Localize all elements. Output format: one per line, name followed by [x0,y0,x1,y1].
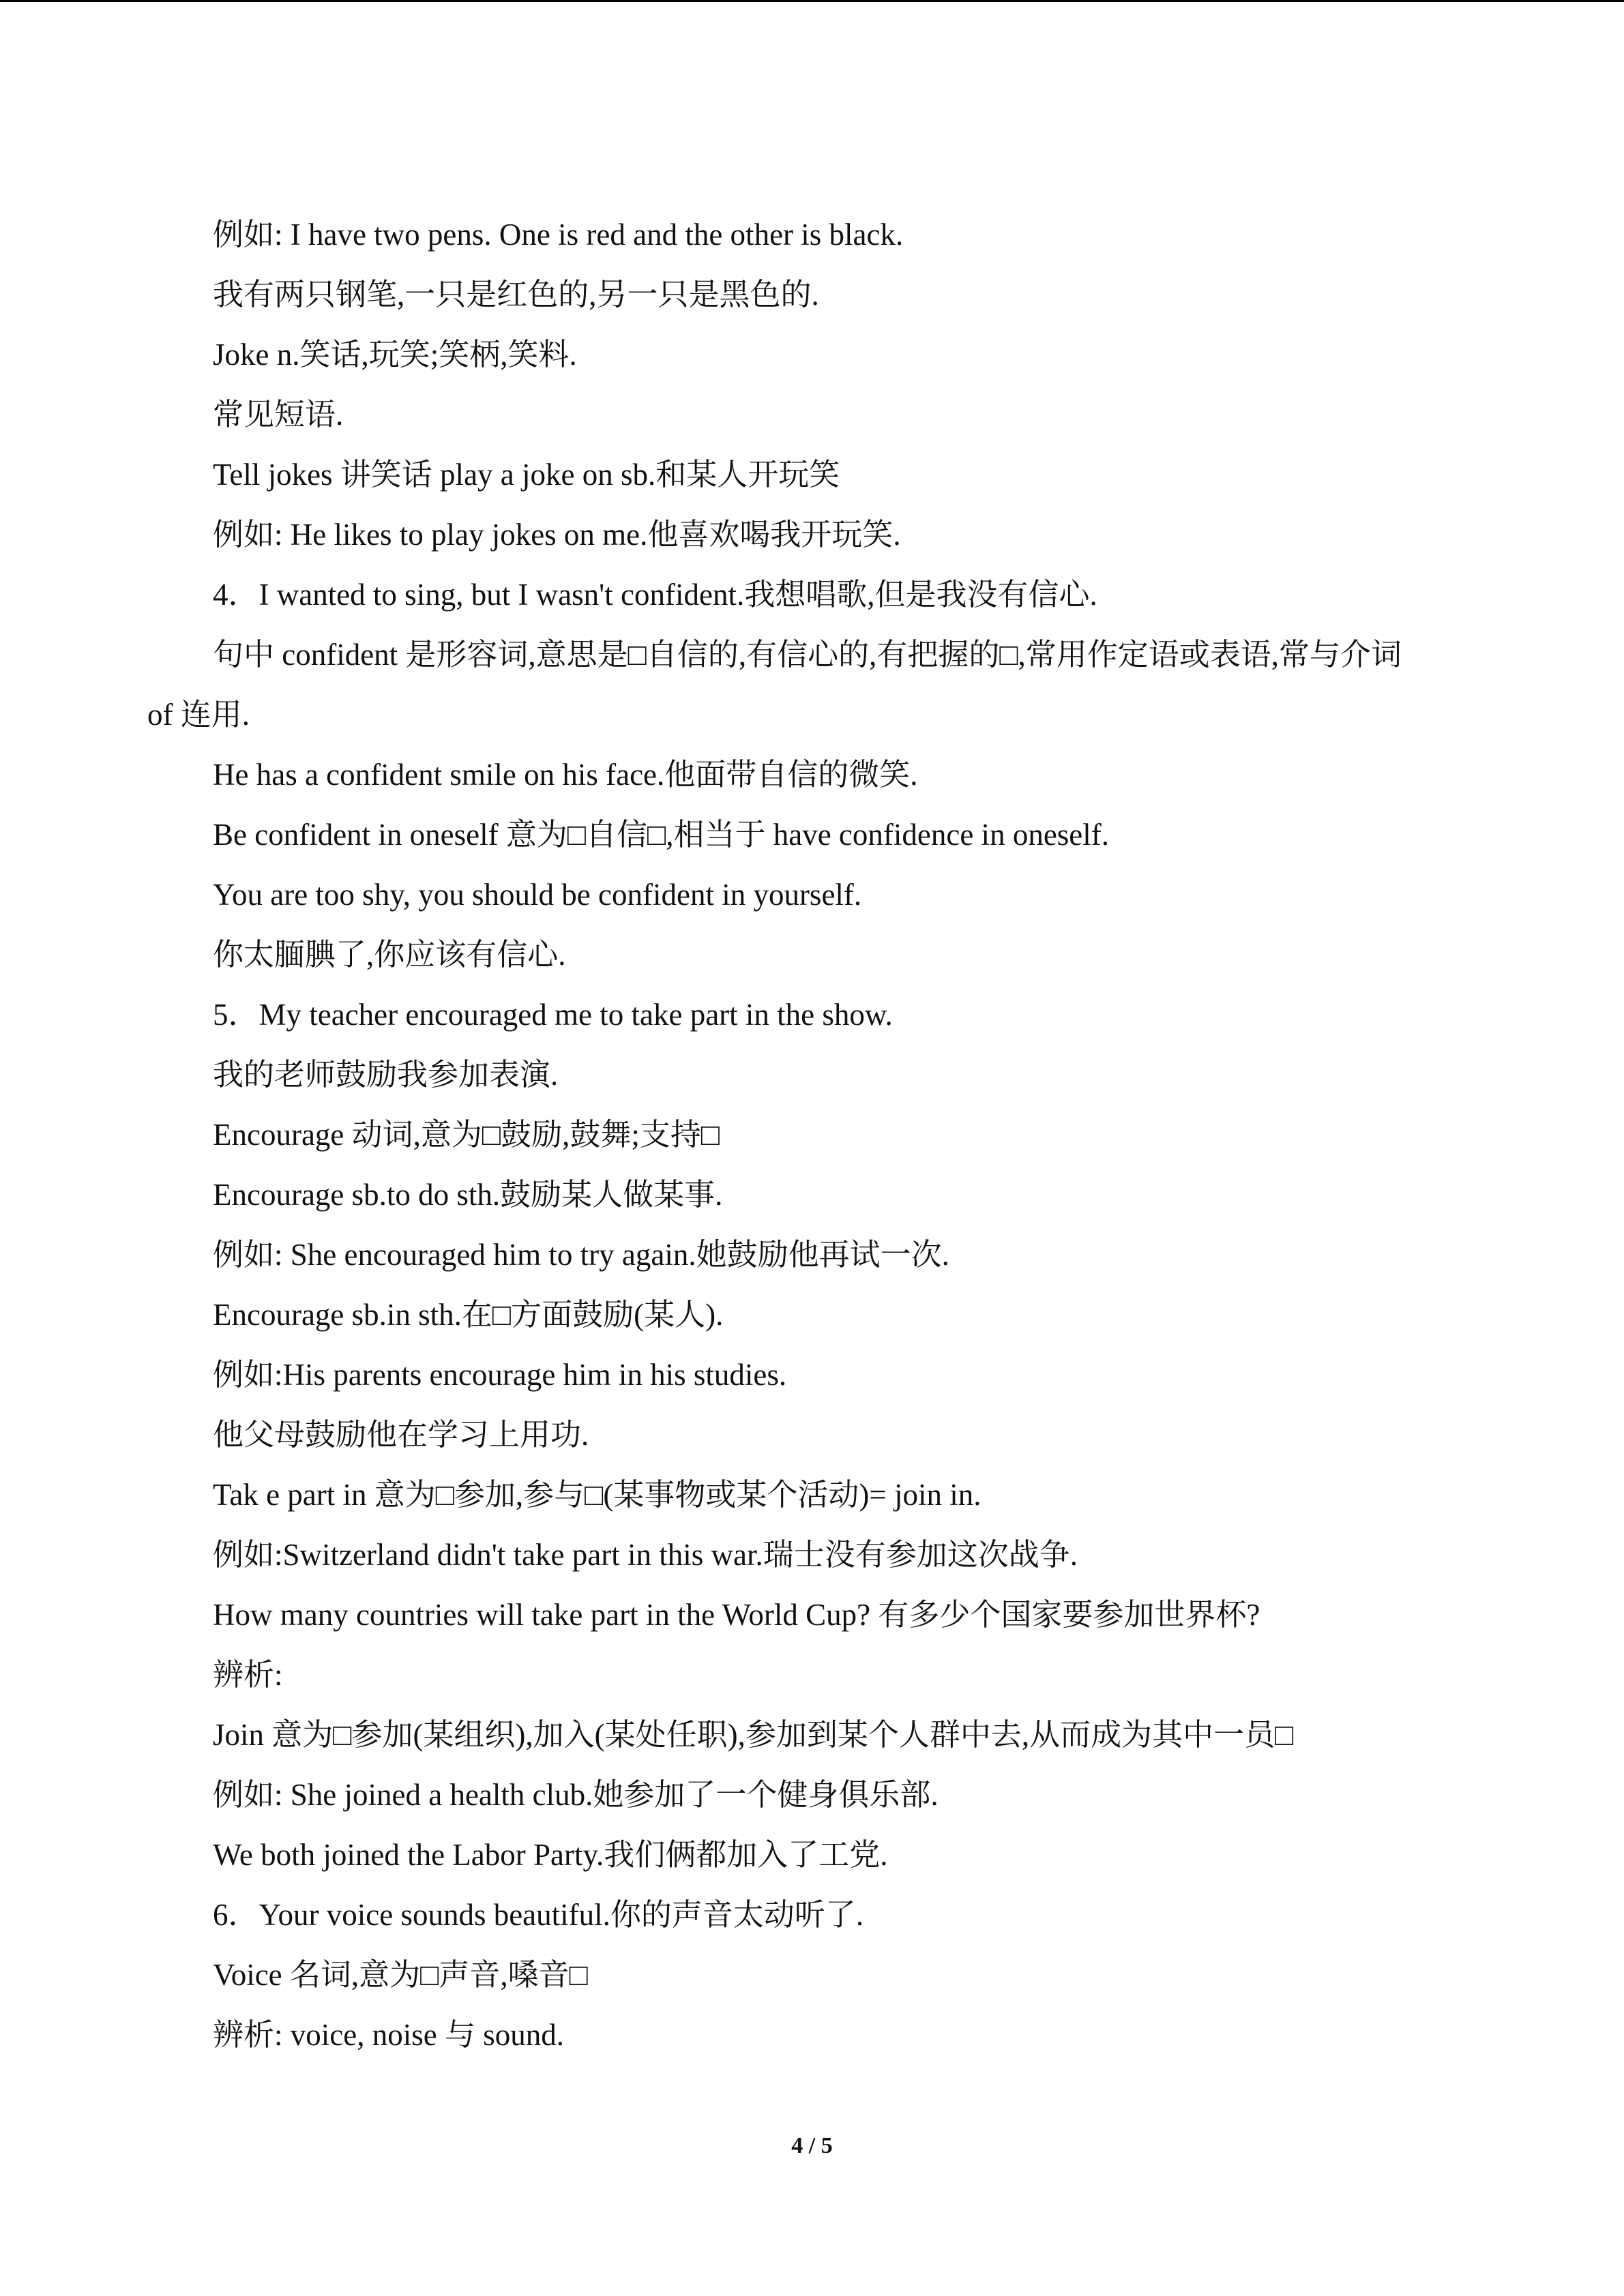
text-line: 句中 confident 是形容词,意思是□自信的,有信心的,有把握的□,常用作定语或表语,常与介词 [213,638,1402,672]
page-number: 4 / 5 [791,2133,833,2158]
text-line: We both joined the Labor Party.我们俩都加入了工党. [213,1838,888,1872]
text-line: How many countries will take part in the World Cup? 有多少个国家要参加世界杯? [213,1598,1260,1632]
text-line: 例如: She encouraged him to try again.她鼓励他再试一次. [213,1238,949,1272]
text-line: He has a confident smile on his face.他面带自信的微笑. [213,758,918,792]
text-line: 我的老师鼓励我参加表演. [213,1058,559,1092]
section-heading-6: 6．Your voice sounds beautiful.你的声音太动听了. [213,1898,864,1932]
text-line: Joke n.笑话,玩笑;笑柄,笑料. [213,338,577,372]
text-line: Encourage sb.in sth.在□方面鼓励(某人). [213,1298,724,1332]
text-line: 例如:Switzerland didn't take part in this war.瑞士没有参加这次战争. [213,1538,1078,1572]
text-line: Tak e part in 意为□参加,参与□(某事物或某个活动)= join in. [213,1478,981,1512]
text-line-continuation: of 连用. [147,698,250,732]
text-line: 例如: She joined a health club.她参加了一个健身俱乐部. [213,1778,939,1812]
text-line: 辨析: voice, noise 与 sound. [213,2018,564,2052]
text-line: 常见短语. [213,398,344,432]
text-line: 他父母鼓励他在学习上用功. [213,1418,589,1452]
text-line: 例如: He likes to play jokes on me.他喜欢喝我开玩笑. [213,518,901,552]
section-heading-4: 4．I wanted to sing, but I wasn't confident.我想唱歌,但是我没有信心. [213,578,1097,612]
text-line: 辨析: [213,1658,283,1692]
text-line: 你太腼腆了,你应该有信心. [213,938,566,972]
text-line: 我有两只钢笔,一只是红色的,另一只是黑色的. [213,278,819,312]
text-line: Be confident in oneself 意为□自信□,相当于 have confidence in oneself. [213,818,1110,852]
text-line: Join 意为□参加(某组织),加入(某处任职),参加到某个人群中去,从而成为其中一员□ [213,1718,1294,1752]
document-body [147,205,1477,2065]
text-line: You are too shy, you should be confident in yourself. [213,878,862,912]
text-line: Encourage sb.to do sth.鼓励某人做某事. [213,1178,723,1212]
section-heading-5: 5．My teacher encouraged me to take part in the show. [213,998,893,1032]
text-line: 例如:His parents encourage him in his studies. [213,1358,787,1392]
page-top-border [0,0,1624,2]
text-line: Voice 名词,意为□声音,嗓音□ [213,1958,588,1992]
text-line: Encourage 动词,意为□鼓励,鼓舞;支持□ [213,1118,720,1152]
text-line: 例如: I have two pens. One is red and the other is black. [213,218,904,252]
text-line: Tell jokes 讲笑话 play a joke on sb.和某人开玩笑 [213,458,840,492]
